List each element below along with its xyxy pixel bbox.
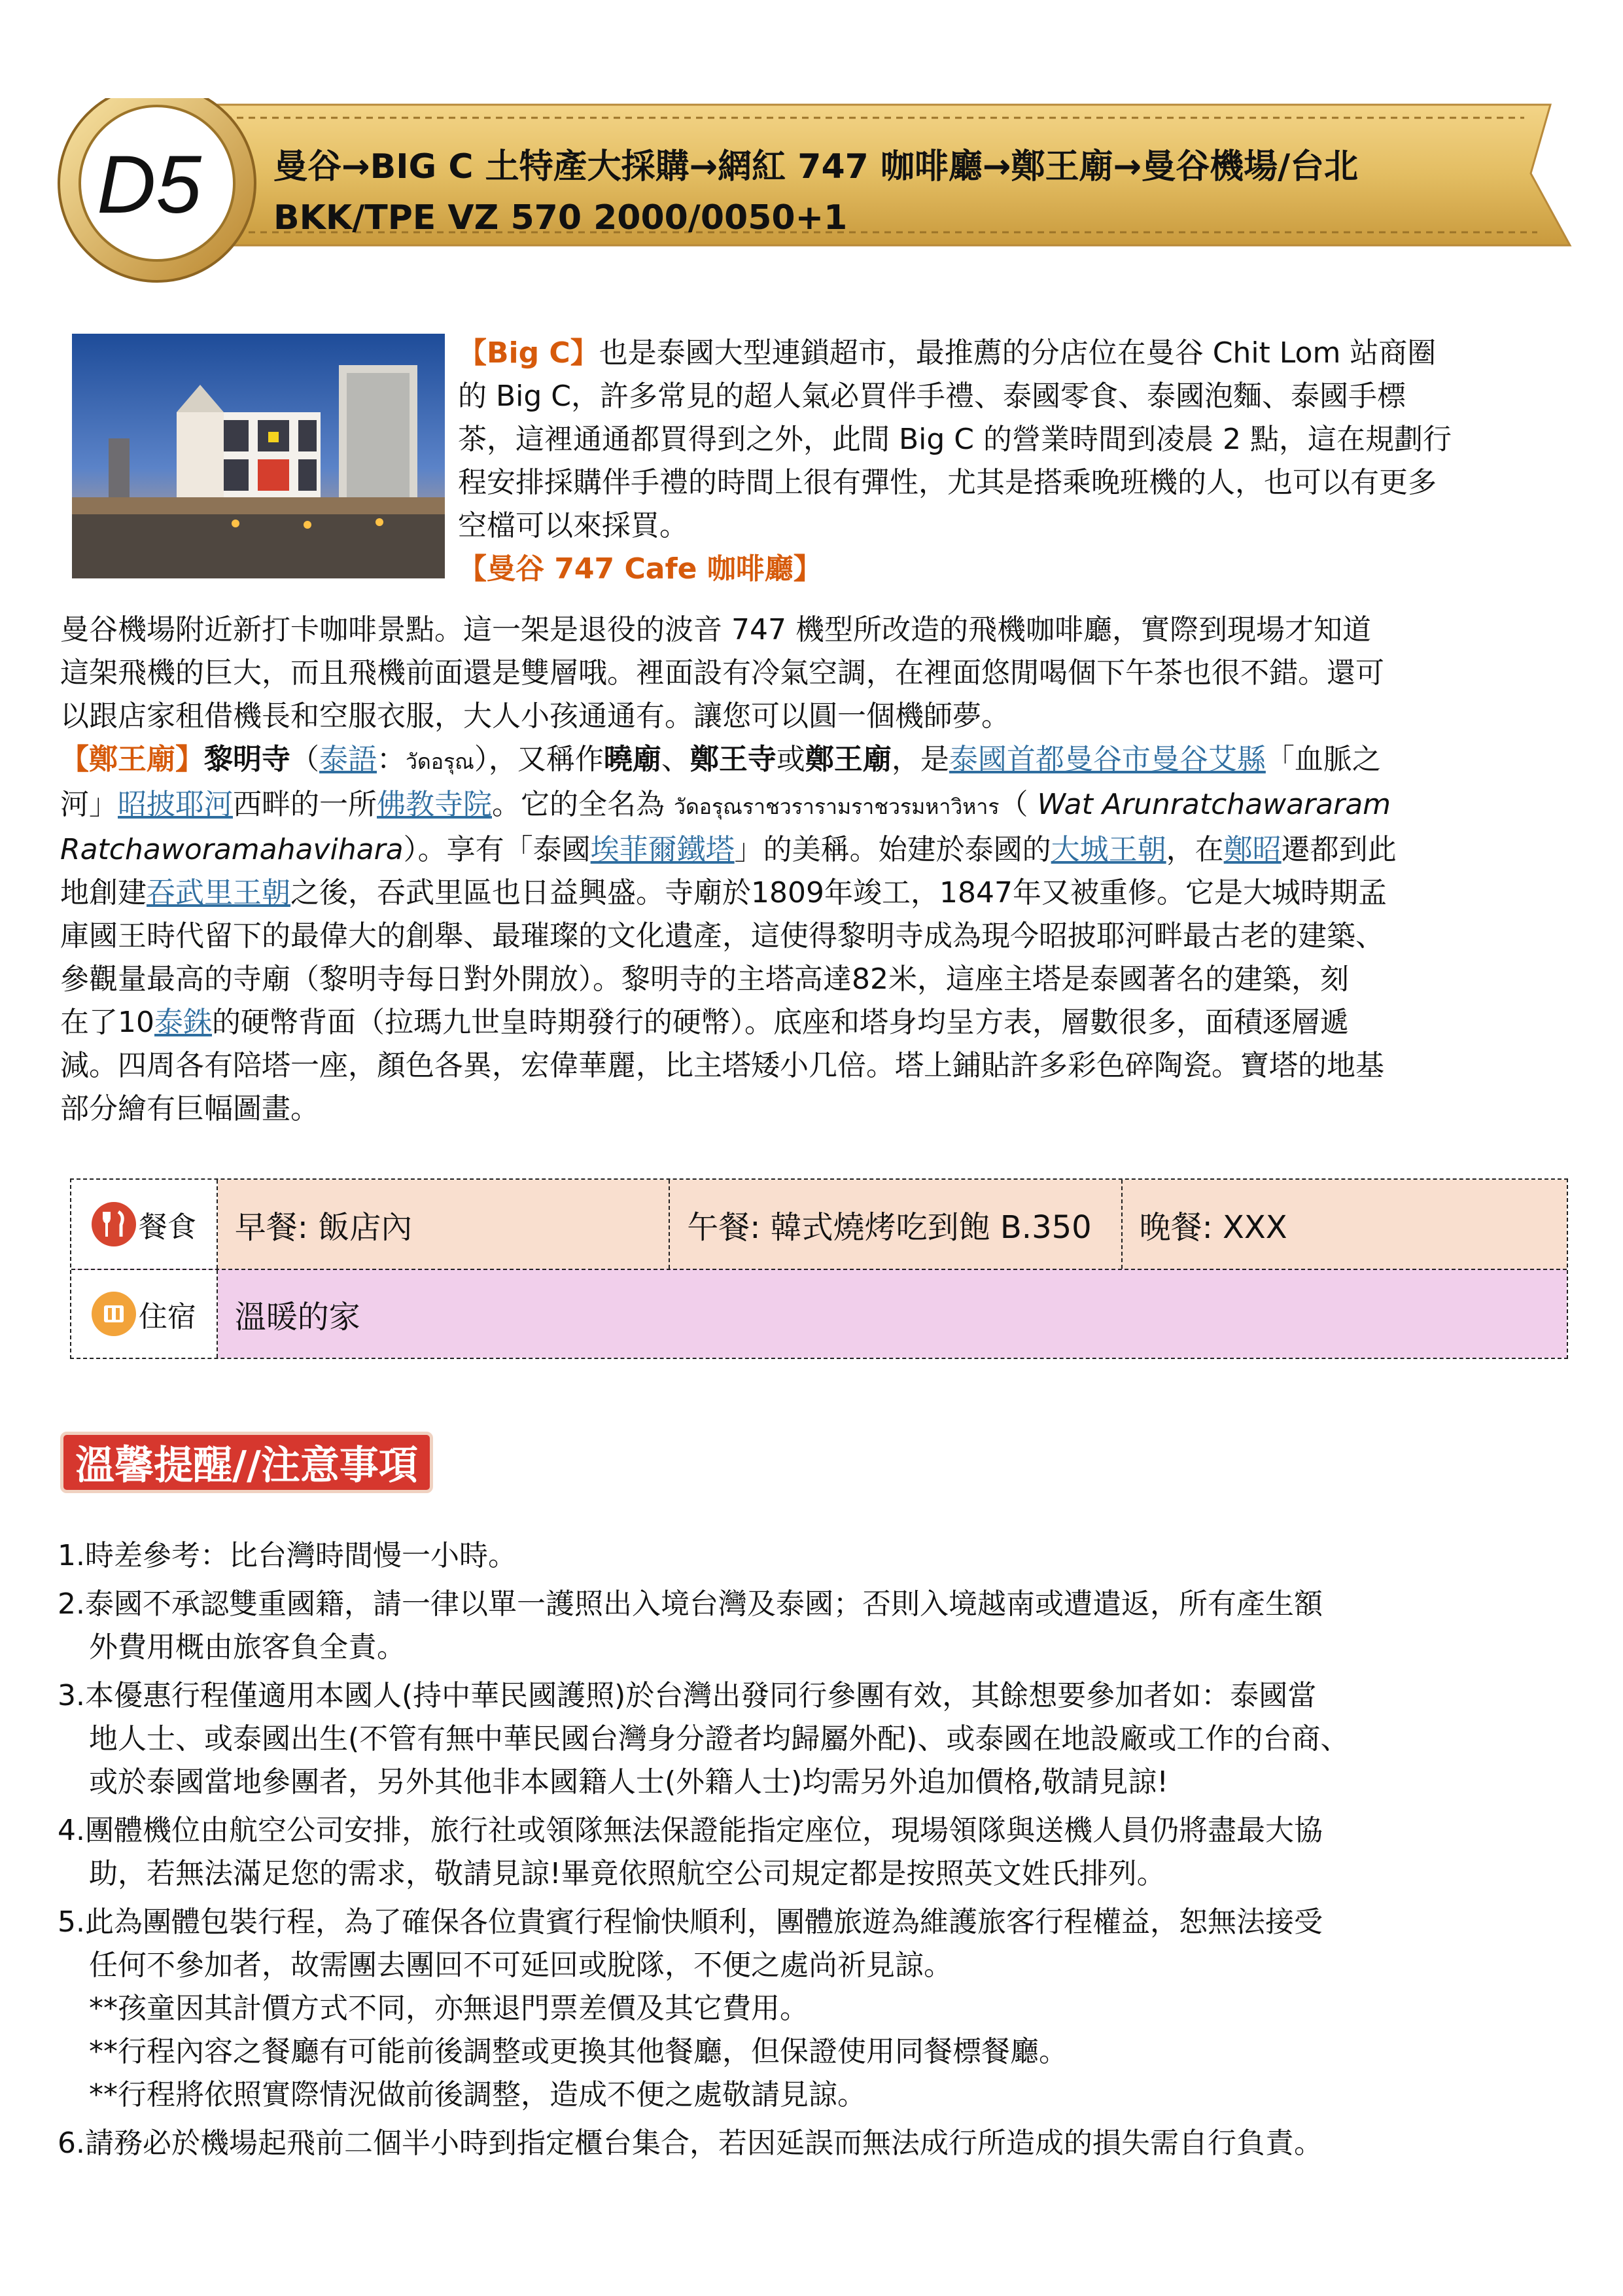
dinner-cell: 晚餐: XXX (1139, 1209, 1287, 1246)
bigc-text (458, 332, 1563, 591)
bigc-line-3: 茶，這裡通通都買得到之外，此間 Big C 的營業時間到凌晨 2 點，這在規劃行 (458, 423, 1452, 456)
lunch-cell: 午餐: 韓式燒烤吃到飽 B.350 (670, 1180, 1122, 1269)
fork-knife-icon (92, 1202, 136, 1246)
lodging-cell: 溫暖的家 (234, 1298, 360, 1335)
day-title: 曼谷→BIG C 土特產大採購→網紅 747 咖啡廳→鄭王廟→曼谷機場/台北 (273, 147, 1359, 186)
temple-line-6: 庫國王時代留下的最偉大的創舉、最璀璨的文化遺產，這使得黎明寺成為現今昭披耶河畔最古老的建築、 (60, 919, 1384, 953)
cafe-line-1: 曼谷機場附近新打卡咖啡景點。這一架是退役的波音 747 機型所改造的飛機咖啡廳，實際到現場才知道 (60, 613, 1371, 646)
temple-link[interactable]: 佛教寺院 (377, 788, 492, 821)
notice-item: 5.此為團體包裝行程，為了確保各位貴賓行程愉快順利，團體旅遊為維護旅客行程權益，恕無法接受 任何不參加者，故需團去團回不可延回或脫隊，不便之處尚祈見諒。 **孩童因其計價方式不同，亦無退門票差價及其它費用。 **行程內容之餐廳有可能前後調整或更換其他餐廳，但保證使用同餐標餐廳。 **行程將依照實際情況做前後調整，造成不便之處敬請見諒。 (58, 1905, 1323, 2111)
eiffel-link[interactable]: 埃菲爾鐵塔 (590, 833, 735, 866)
bigc-line-2: 的 Big C，許多常見的超人氣必買伴手禮、泰國零食、泰國泡麵、泰國手標 (458, 380, 1406, 413)
notice-item: 3.本優惠行程僅適用本國人(持中華民國護照)於台灣出發同行參團有效，其餘想要參加者如：泰國當 地人士、或泰國出生(不管有無中華民國台灣身分證者均歸屬外配)、或泰國在地設廠或工作的台商、 或於泰國當地參團者，另外其他非本國籍人士(外籍人士)均需另外追加價格,敬請見諒! (58, 1679, 1350, 1799)
cafe-text: 曼谷機場附近新打卡咖啡景點。這一架是退役的波音 747 機型所改造的飛機咖啡廳，實際到現場才知道 這架飛機的巨大，而且飛機前面還是雙層哦。裡面設有冷氣空調，在裡面悠閒喝個下午茶也很不錯。還可 以跟店家租借機長和空服衣服，大人小孩通通有。讓您可以圓一個機師夢。 【鄭王廟】黎明寺（泰語：วัดอรุณ），又稱作曉廟、鄭王寺或鄭王廟，是泰國首都曼谷市曼谷艾縣「血脈之 河」昭披耶河西畔的一所佛教寺院。它的全名為 วัดอรุณราชวรารามราชวรมหาวิหาร（ Wat Arunratchawararam Ratchaworamahavihara）。享有「泰國埃菲爾鐵塔」的美稱。始建於泰國的大城王朝，在鄭昭遷都到此 地創建吞武里王朝之後，吞武里區也日益興盛。寺廟於1809年竣工，1847年又被重修。它是大城時期孟 庫國王時代留下的最偉大的創舉、最璀璨的文化遺產，這使得黎明寺成為現今昭披耶河畔最古老的建築、 參觀量最高的寺廟（黎明寺每日對外開放）。黎明寺的主塔高達82米，這座主塔是泰國著名的建築，刻 在了10泰銖的硬幣背面（拉瑪九世皇時期發行的硬幣）。底座和塔身均呈方表，層數很多，面積逐層遞 減。四周各有陪塔一座，顏色各異，宏偉華麗，比主塔矮小几倍。塔上鋪貼許多彩色碎陶瓷。寶塔的地基 部分繪有巨幅圖畫。 (60, 609, 1565, 1131)
cafe-heading: 【曼谷 747 Cafe 咖啡廳】 (458, 552, 822, 586)
notice-item: 1.時差參考：比台灣時間慢一小時。 (58, 1539, 517, 1572)
bigc-line-4: 程安排採購伴手禮的時間上很有彈性，尤其是搭乘晚班機的人，也可以有更多 (458, 466, 1437, 499)
baht-link[interactable]: 泰銖 (154, 1006, 212, 1039)
notice-item: 2.泰國不承認雙重國籍，請一律以單一護照出入境台灣及泰國；否則入境越南或遭遣返，所有產生額 外費用概由旅客負全責。 (58, 1587, 1323, 1664)
temple-heading: 【鄭王廟】 (60, 743, 204, 776)
day-number: D5 (97, 139, 201, 230)
temple-line-9: 減。四周各有陪塔一座，顏色各異，宏偉華麗，比主塔矮小几倍。塔上鋪貼許多彩色碎陶瓷。寶塔的地基 (60, 1049, 1384, 1082)
bigc-line-1: 也是泰國大型連鎖超市，最推薦的分店位在曼谷 Chit Lom 站商圈 (599, 336, 1437, 370)
bigc-photo (72, 334, 445, 578)
temple-line-7: 參觀量最高的寺廟（黎明寺每日對外開放）。黎明寺的主塔高達82米，這座主塔是泰國著名的建築，刻 (60, 963, 1349, 996)
lodging-label-cell: 住宿 (71, 1270, 218, 1358)
bed-icon (92, 1292, 136, 1336)
flight-info: BKK/TPE VZ 570 2000/0050+1 (273, 198, 848, 238)
notice-item: 6.請務必於機場起飛前二個半小時到指定櫃台集合，若因延誤而無法成行所造成的損失需自行負責。 (58, 2127, 1323, 2160)
notice-item: 4.團體機位由航空公司安排，旅行社或領隊無法保證能指定座位，現場領隊與送機人員仍將盡最大協 助，若無法滿足您的需求，敬請見諒!畢竟依照航空公司規定都是按照英文姓氏排列。 (58, 1814, 1323, 1890)
bigc-line-5: 空檔可以來採買。 (458, 509, 688, 542)
notice-list (58, 1534, 1562, 2170)
meal-lodging-table (70, 1178, 1568, 1359)
temple-line-10: 部分繪有巨幅圖畫。 (60, 1092, 319, 1125)
zhengzhao-link[interactable]: 鄭昭 (1223, 833, 1282, 866)
thai-language-link[interactable]: 泰語 (319, 743, 377, 776)
breakfast-cell: 早餐: 飯店內 (218, 1180, 670, 1269)
meal-label-cell: 餐食 (71, 1180, 218, 1269)
cafe-line-2: 這架飛機的巨大，而且飛機前面還是雙層哦。裡面設有冷氣空調，在裡面悠閒喝個下午茶也很不錯。還可 (60, 656, 1384, 690)
bigc-heading: 【Big C】 (458, 336, 599, 370)
ayutthaya-link[interactable]: 大城王朝 (1051, 833, 1166, 866)
notice-title: 溫馨提醒//注意事項 (60, 1432, 433, 1493)
river-link[interactable]: 昭披耶河 (118, 788, 233, 821)
capital-link[interactable]: 泰國首都曼谷市曼谷艾縣 (949, 743, 1266, 776)
thonburi-link[interactable]: 吞武里王朝 (147, 876, 290, 910)
cafe-line-3: 以跟店家租借機長和空服衣服，大人小孩通通有。讓您可以圓一個機師夢。 (60, 699, 1010, 733)
